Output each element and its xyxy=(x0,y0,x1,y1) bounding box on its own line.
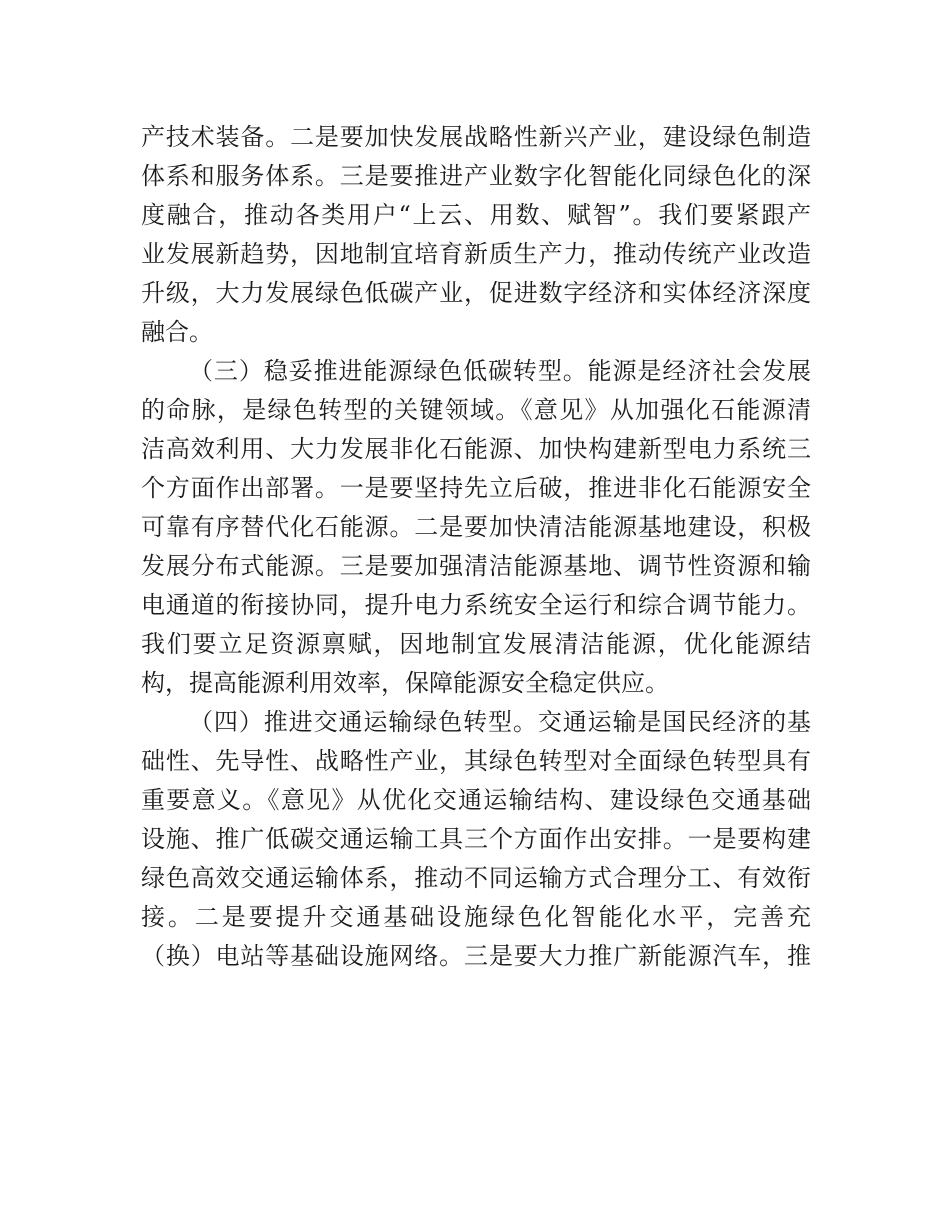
text-line: 我们要立足资源禀赋，因地制宜发展清洁能源，优化能源结 xyxy=(141,630,811,658)
paragraph-1 xyxy=(141,118,811,352)
text-line: 产技术装备。二是要加快发展战略性新兴产业，建设绿色制造 xyxy=(141,123,811,151)
text-line: 设施、推广低碳交通运输工具三个方面作出安排。一是要构建 xyxy=(141,825,811,853)
text-line: 接。二是要提升交通基础设施绿色化智能化水平，完善充 xyxy=(141,903,811,931)
document-body xyxy=(141,118,811,976)
text-line: 电通道的衔接协同，提升电力系统安全运行和综合调节能力。 xyxy=(141,591,811,619)
text-line: 绿色高效交通运输体系，推动不同运输方式合理分工、有效衔 xyxy=(141,864,811,892)
text-line: 洁高效利用、大力发展非化石能源、加快构建新型电力系统三 xyxy=(141,435,811,463)
text-line: 升级，大力发展绿色低碳产业，促进数字经济和实体经济深度 xyxy=(141,279,811,307)
text-line: （四）推进交通运输绿色转型。交通运输是国民经济的基 xyxy=(189,708,811,736)
text-line: 度融合，推动各类用户“上云、用数、赋智”。我们要紧跟产 xyxy=(141,201,811,229)
text-line: （三）稳妥推进能源绿色低碳转型。能源是经济社会发展 xyxy=(189,357,811,385)
text-line: 重要意义。《意见》从优化交通运输结构、建设绿色交通基础 xyxy=(141,786,811,814)
paragraph-2 xyxy=(141,352,811,703)
text-line: 的命脉，是绿色转型的关键领域。《意见》从加强化石能源清 xyxy=(141,396,811,424)
paragraph-3 xyxy=(141,703,811,976)
text-line: （换）电站等基础设施网络。三是要大力推广新能源汽车，推 xyxy=(141,942,811,970)
text-line: 个方面作出部署。一是要坚持先立后破，推进非化石能源安全 xyxy=(141,474,811,502)
text-line: 可靠有序替代化石能源。二是要加快清洁能源基地建设，积极 xyxy=(141,513,811,541)
text-line: 业发展新趋势，因地制宜培育新质生产力，推动传统产业改造 xyxy=(141,240,811,268)
text-line: 融合。 xyxy=(141,318,213,346)
text-line: 础性、先导性、战略性产业，其绿色转型对全面绿色转型具有 xyxy=(141,747,811,775)
text-line: 构，提高能源利用效率，保障能源安全稳定供应。 xyxy=(141,669,669,697)
text-line: 体系和服务体系。三是要推进产业数字化智能化同绿色化的深 xyxy=(141,162,811,190)
text-line: 发展分布式能源。三是要加强清洁能源基地、调节性资源和输 xyxy=(141,552,811,580)
